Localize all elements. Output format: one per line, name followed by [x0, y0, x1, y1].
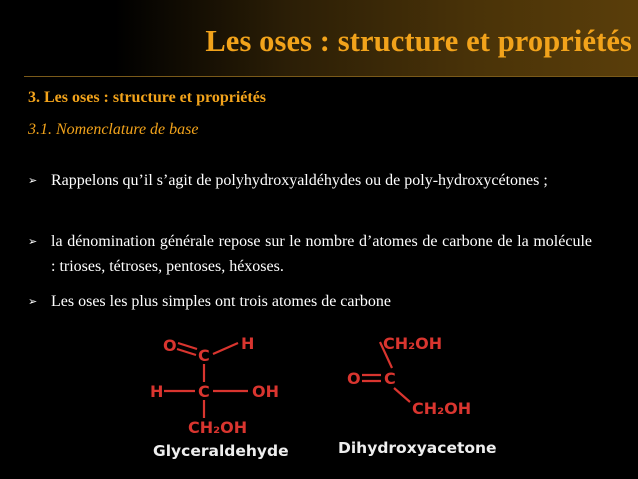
- bond-c-ch2oh-bottom: [394, 388, 410, 402]
- atom-c2: C: [198, 382, 210, 401]
- bullet-text: Rappelons qu’il s’agit de polyhydroxyaldéhydes ou de poly-hydroxycétones ;: [51, 172, 548, 189]
- atom-ch2oh: CH₂OH: [188, 418, 248, 437]
- dihydroxyacetone-structure: [338, 334, 497, 457]
- double-bond-lower: [177, 349, 196, 355]
- atom-h2: H: [150, 382, 164, 401]
- arrow-bullet-icon: ➢: [28, 174, 38, 187]
- arrow-bullet-icon: ➢: [28, 295, 38, 308]
- atom-c1: C: [198, 346, 210, 365]
- atom-o: O: [163, 336, 177, 355]
- atom-ch2oh-bottom: CH₂OH: [412, 399, 472, 418]
- glyceraldehyde-caption: Glyceraldehyde: [153, 442, 289, 460]
- double-bond-upper: [178, 343, 197, 349]
- bullet-text: Les oses les plus simples ont trois atomes de carbone: [51, 293, 391, 310]
- slide-title: Les oses : structure et propriétés: [205, 24, 632, 58]
- dihydroxyacetone-caption: Dihydroxyacetone: [338, 439, 497, 457]
- atom-c: C: [384, 369, 396, 388]
- glyceraldehyde-structure: [150, 334, 289, 460]
- section-heading: 3. Les oses : structure et propriétés: [28, 89, 267, 106]
- atom-h1: H: [241, 334, 255, 353]
- atom-oh: OH: [252, 382, 279, 401]
- arrow-bullet-icon: ➢: [28, 235, 38, 248]
- bond-c1-h: [213, 343, 238, 354]
- subsection-heading: 3.1. Nomenclature de base: [28, 121, 199, 138]
- atom-o: O: [347, 369, 361, 388]
- atom-ch2oh-top: CH₂OH: [383, 334, 443, 353]
- bullet-text: la dénomination générale repose sur le nombre d’atomes de carbone de la molécule : trioses, tétroses, pentoses, héxoses.: [51, 233, 592, 275]
